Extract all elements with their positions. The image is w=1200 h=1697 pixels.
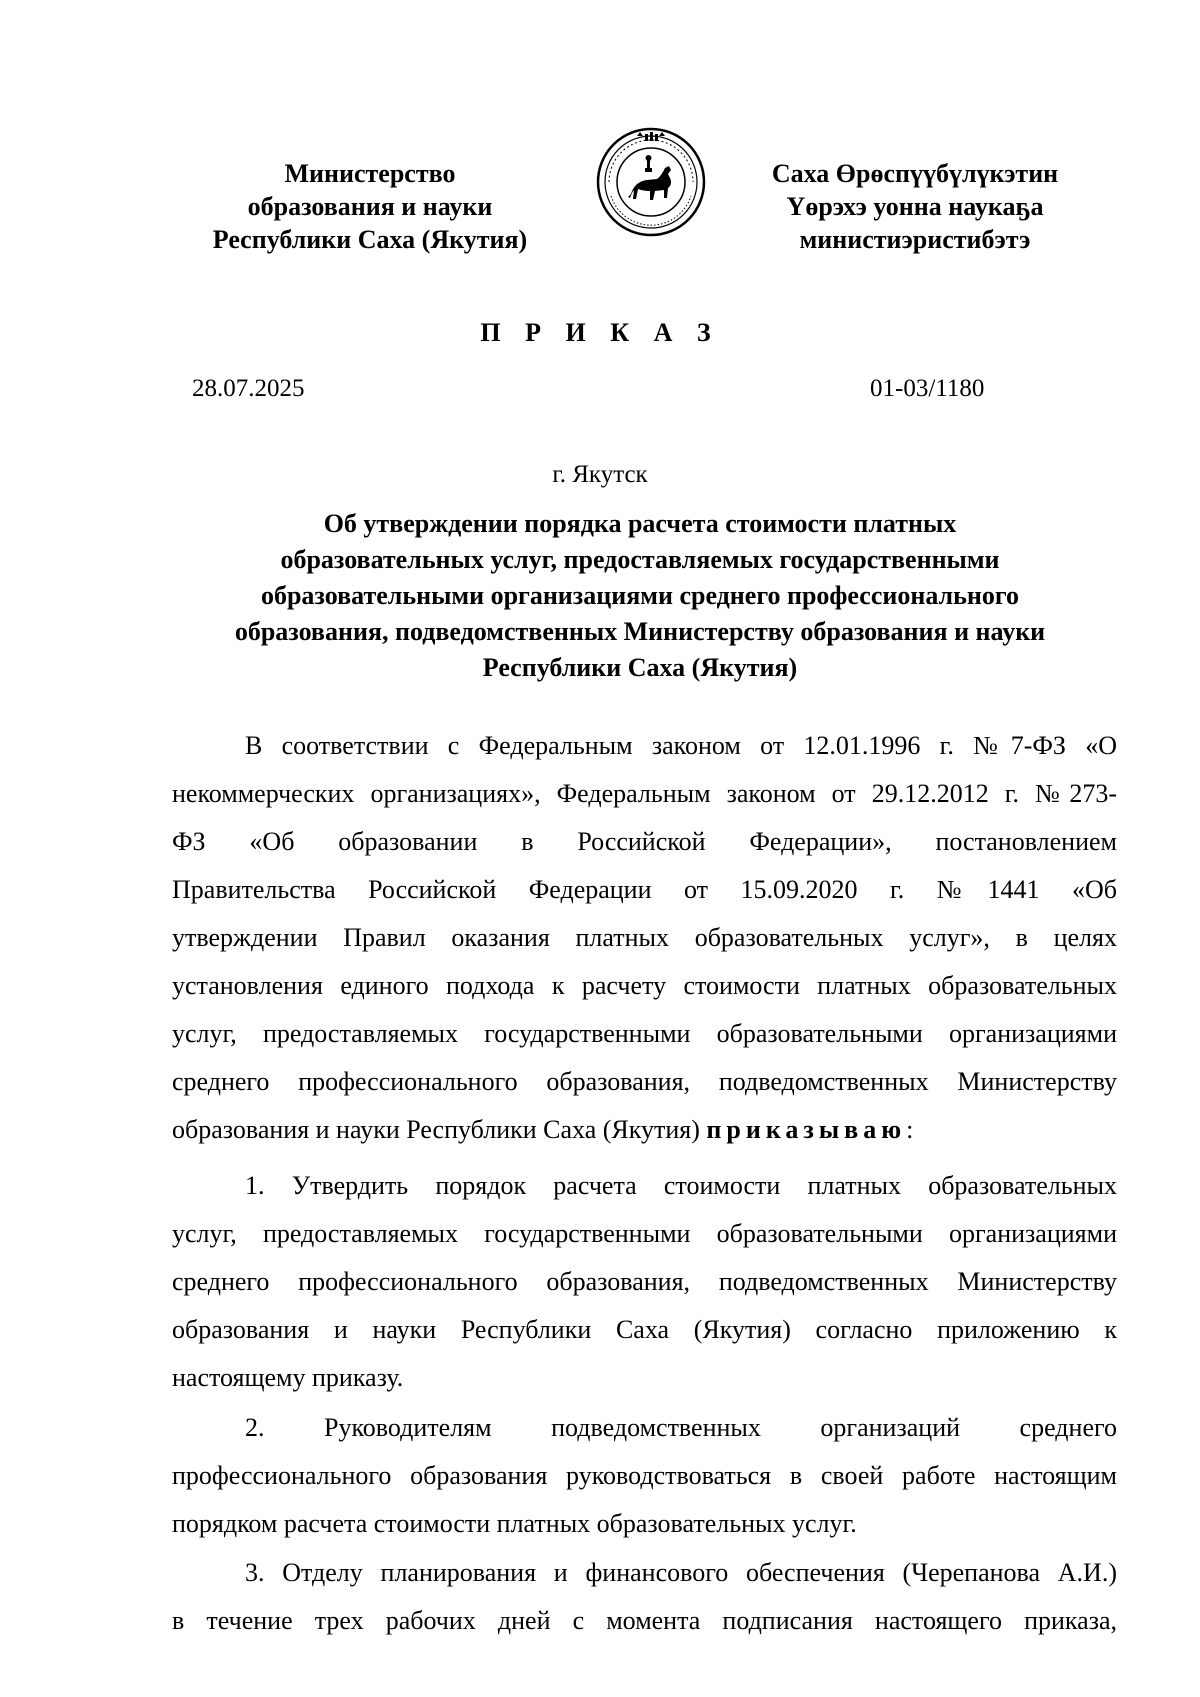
title-line: Об утверждении порядка расчета стоимости платных	[323, 509, 957, 538]
order-item-1	[172, 1162, 1117, 1402]
ministry-name-line: Үөрэхэ уонна наукаҕа	[786, 192, 1044, 221]
order-keyword: приказываю	[706, 1115, 907, 1144]
ministry-name-sakha	[745, 157, 1085, 256]
document-number: 01-03/1180	[870, 375, 985, 402]
title-line: образовательными организациями среднего профессионального	[260, 581, 1020, 610]
paragraph-line: услуг, предоставляемых государственными образовательными организациями	[172, 1219, 1117, 1248]
order-item-2	[172, 1404, 1117, 1548]
ministry-name-line: Саха Өрөспүүбүлүкэтин	[771, 159, 1059, 188]
ministry-name-line: министиэристибэтэ	[799, 225, 1031, 254]
document-title	[190, 506, 1090, 686]
title-line: образования, подведомственных Министерству образования и науки	[234, 617, 1046, 646]
paragraph-line: установления единого подхода к расчету стоимости платных образовательных	[172, 971, 1117, 1000]
paragraph-line: среднего профессионального образования, подведомственных Министерству	[172, 1267, 1117, 1296]
paragraph-line: 2. Руководителям подведомственных организаций среднего	[245, 1413, 1117, 1442]
ministry-name-line: образования и науки	[247, 192, 493, 221]
paragraph-line: образования и науки Республики Саха (Якутия) согласно приложению к	[172, 1315, 1117, 1344]
title-line: Республики Саха (Якутия)	[482, 653, 798, 682]
title-line: образовательных услуг, предоставляемых государственными	[280, 545, 1000, 574]
paragraph-line: утверждении Правил оказания платных образовательных услуг», в целях	[172, 923, 1117, 952]
ministry-name-russian	[190, 157, 550, 256]
coat-of-arms-sakha-icon	[595, 126, 707, 238]
paragraph-line: Правительства Российской Федерации от 15.09.2020 г. №1441 «Об	[172, 875, 1117, 904]
paragraph-line: в течение трех рабочих дней с момента подписания настоящего приказа,	[172, 1606, 1117, 1635]
preamble-paragraph	[172, 722, 1117, 1154]
paragraph-line: среднего профессионального образования, подведомственных Министерству	[172, 1067, 1117, 1096]
paragraph-line: 1. Утвердить порядок расчета стоимости платных образовательных	[245, 1171, 1117, 1200]
paragraph-line: ФЗ «Об образовании в Российской Федерации», постановлением	[172, 827, 1117, 856]
paragraph-line: услуг, предоставляемых государственными образовательными организациями	[172, 1019, 1117, 1048]
document-type: П Р И К А З	[480, 318, 720, 347]
colon: :	[906, 1115, 914, 1144]
paragraph-line: 3. Отделу планирования и финансового обеспечения (Черепанова А.И.)	[245, 1558, 1117, 1587]
paragraph-line: настоящему приказу.	[172, 1363, 404, 1392]
paragraph-line: В соответствии с Федеральным законом от 12.01.1996 г. №7-ФЗ «О	[245, 731, 1117, 760]
document-city: г. Якутск	[552, 461, 648, 488]
paragraph-text: образования и науки Республики Саха (Якутия)	[172, 1115, 700, 1144]
paragraph-line: порядком расчета стоимости платных образовательных услуг.	[172, 1509, 857, 1538]
ministry-name-line: Министерство	[284, 159, 456, 188]
paragraph-last-line	[172, 1106, 1117, 1154]
paragraph-line: некоммерческих организациях», Федеральным законом от 29.12.2012 г. №273-	[172, 779, 1117, 808]
order-item-3	[172, 1549, 1117, 1645]
ministry-name-line: Республики Саха (Якутия)	[212, 225, 528, 254]
paragraph-line: профессионального образования руководствоваться в своей работе настоящим	[172, 1461, 1117, 1490]
document-date: 28.07.2025	[192, 375, 305, 402]
